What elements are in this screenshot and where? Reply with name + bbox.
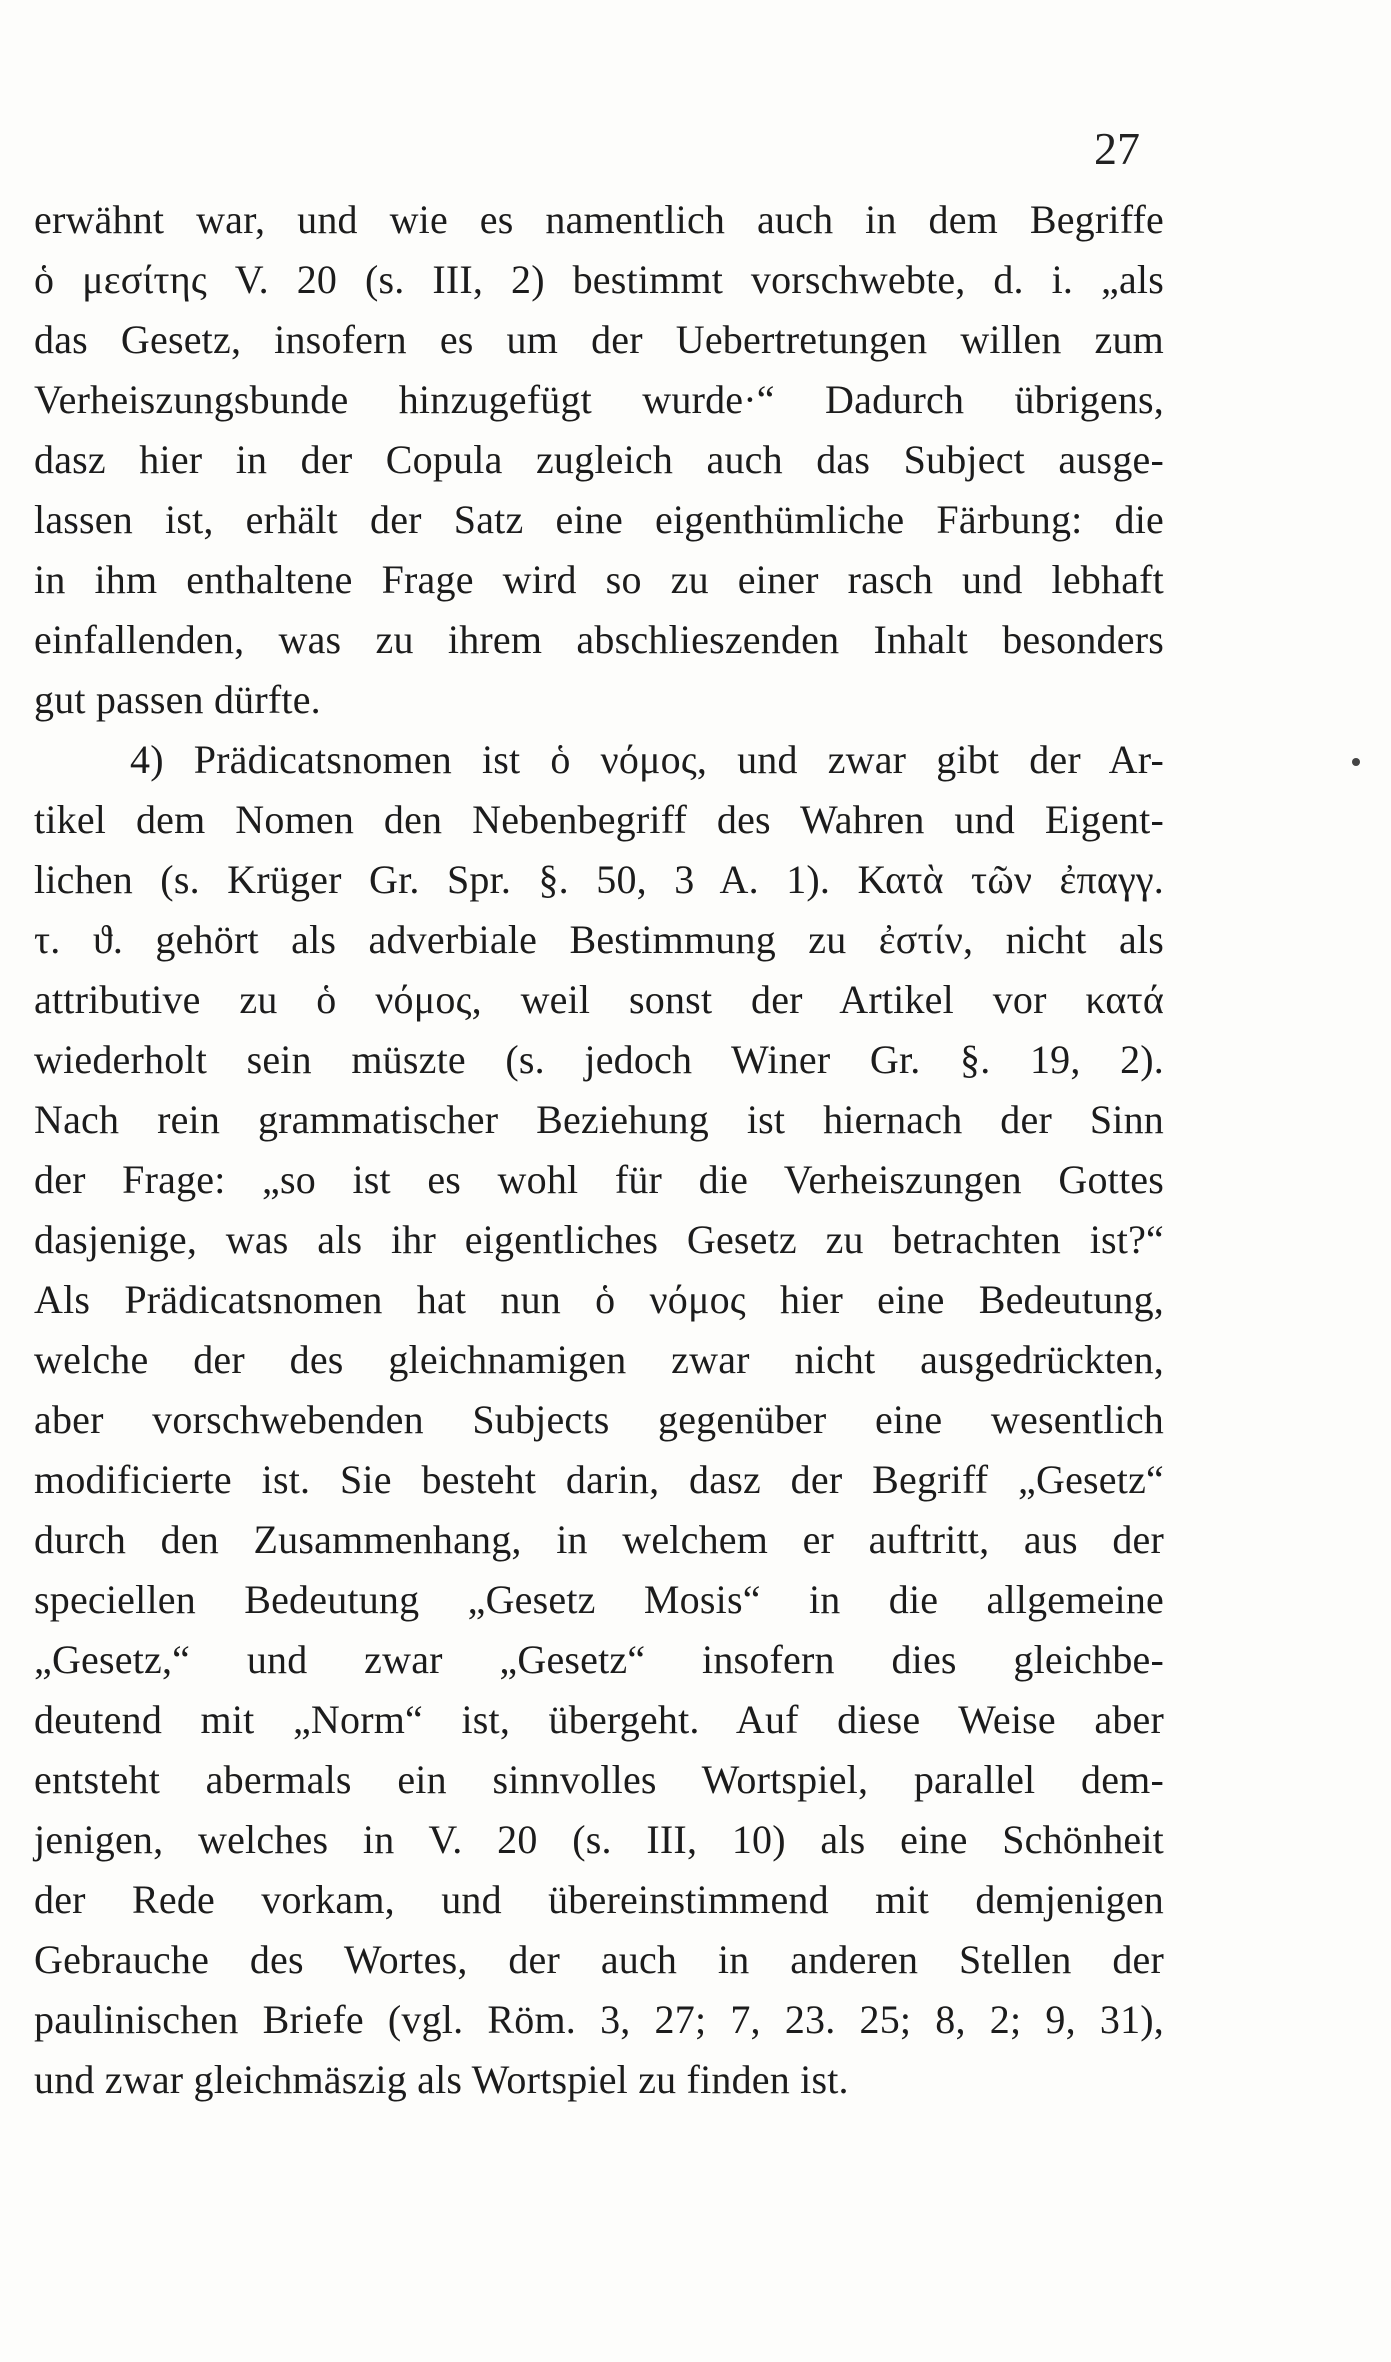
text-line: lassen ist, erhält der Satz eine eigenthümliche Färbung: die	[34, 497, 1164, 542]
text-line: das Gesetz, insofern es um der Uebertretungen willen zum	[34, 317, 1164, 362]
text-line: Als Prädicatsnomen hat nun ὁ νόμος hier eine Bedeutung,	[34, 1277, 1164, 1322]
text-line: ὁ μεσίτης V. 20 (s. III, 2) bestimmt vorschwebte, d. i. „als	[34, 257, 1164, 302]
text-line: der Rede vorkam, und übereinstimmend mit demjenigen	[34, 1877, 1164, 1922]
text-line: durch den Zusammenhang, in welchem er auftritt, aus der	[34, 1517, 1164, 1562]
text-line: Nach rein grammatischer Beziehung ist hiernach der Sinn	[34, 1097, 1164, 1142]
paragraph-start-line: 4) Prädicatsnomen ist ὁ νόμος, und zwar gibt der Ar-	[130, 737, 1164, 782]
text-line: welche der des gleichnamigen zwar nicht ausgedrückten,	[34, 1337, 1164, 1382]
text-line: modificierte ist. Sie besteht darin, dasz der Begriff „Gesetz“	[34, 1457, 1164, 1502]
text-line: dasz hier in der Copula zugleich auch das Subject ausge-	[34, 437, 1164, 482]
text-line: gut passen dürfte.	[34, 677, 321, 722]
text-line: entsteht abermals ein sinnvolles Wortspiel, parallel dem-	[34, 1757, 1164, 1802]
text-line: „Gesetz,“ und zwar „Gesetz“ insofern dies gleichbe-	[34, 1637, 1164, 1682]
text-line: in ihm enthaltene Frage wird so zu einer rasch und lebhaft	[34, 557, 1164, 602]
text-line: lichen (s. Krüger Gr. Spr. §. 50, 3 A. 1). Κατὰ τῶν ἐπαγγ.	[34, 857, 1164, 902]
text-line: Gebrauche des Wortes, der auch in anderen Stellen der	[34, 1937, 1164, 1982]
text-line: jenigen, welches in V. 20 (s. III, 10) als eine Schönheit	[34, 1817, 1164, 1862]
text-line: speciellen Bedeutung „Gesetz Mosis“ in die allgemeine	[34, 1577, 1164, 1622]
text-line: tikel dem Nomen den Nebenbegriff des Wahren und Eigent-	[34, 797, 1164, 842]
text-line: deutend mit „Norm“ ist, übergeht. Auf diese Weise aber	[34, 1697, 1164, 1742]
text-line: dasjenige, was als ihr eigentliches Gesetz zu betrachten ist?“	[34, 1217, 1164, 1262]
page-number: 27	[1094, 123, 1140, 174]
text-line: paulinischen Briefe (vgl. Röm. 3, 27; 7, 23. 25; 8, 2; 9, 31),	[34, 1997, 1164, 2042]
text-line: der Frage: „so ist es wohl für die Verheiszungen Gottes	[34, 1157, 1164, 1202]
text-line: erwähnt war, und wie es namentlich auch in dem Begriffe	[34, 197, 1164, 242]
text-line: aber vorschwebenden Subjects gegenüber eine wesentlich	[34, 1397, 1164, 1442]
margin-dot	[1352, 758, 1360, 766]
text-line: und zwar gleichmäszig als Wortspiel zu finden ist.	[34, 2057, 849, 2102]
text-line: Verheiszungsbunde hinzugefügt wurde·“ Dadurch übrigens,	[34, 377, 1164, 422]
text-line: wiederholt sein müszte (s. jedoch Winer Gr. §. 19, 2).	[34, 1037, 1164, 1082]
text-line: attributive zu ὁ νόμος, weil sonst der Artikel vor κατά	[34, 977, 1164, 1022]
text-line: einfallenden, was zu ihrem abschlieszenden Inhalt besonders	[34, 617, 1164, 662]
text-line: τ. ϑ. gehört als adverbiale Bestimmung zu ἐστίν, nicht als	[34, 917, 1164, 962]
